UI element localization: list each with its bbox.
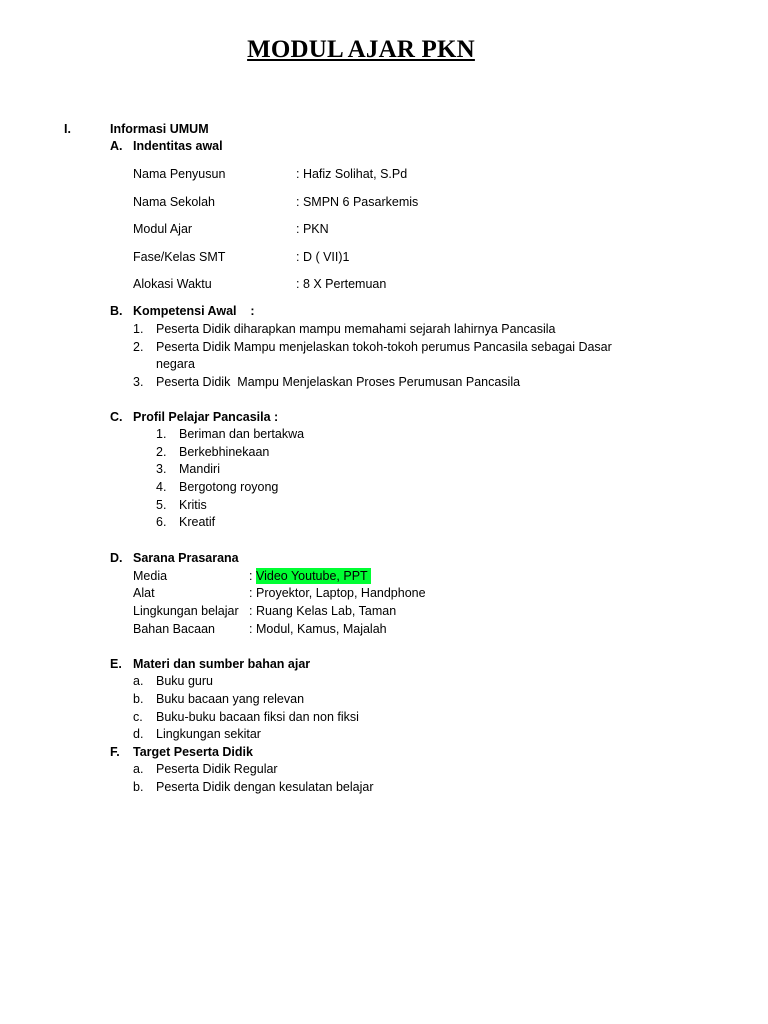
list-number: 3. <box>156 462 167 476</box>
list-item: Beriman dan bertakwa <box>179 427 305 441</box>
list-letter: a. <box>133 762 144 776</box>
facility-key: Bahan Bacaan <box>133 622 216 636</box>
identity-value: : SMPN 6 Pasarkemis <box>296 195 419 209</box>
page-title: MODUL AJAR PKN <box>247 36 475 63</box>
facility-value: Proyektor, Laptop, Handphone <box>256 586 426 600</box>
list-item: Kreatif <box>179 515 216 529</box>
list-item: Peserta Didik Mampu Menjelaskan Proses Perumusan Pancasila <box>156 375 521 389</box>
identity-key: Fase/Kelas SMT <box>133 250 226 264</box>
facility-sep: : <box>249 569 256 583</box>
list-item-highlighted: Peserta Didik Regular <box>156 762 278 776</box>
list-letter: b. <box>133 692 144 706</box>
facility-value: Ruang Kelas Lab, Taman <box>256 604 397 618</box>
list-item: Peserta Didik Mampu menjelaskan tokoh-tokoh perumus Pancasila sebagai Dasar <box>156 340 612 354</box>
section-number: I. <box>64 122 71 136</box>
subsection-heading-d: Sarana Prasarana <box>133 551 239 565</box>
list-item: Peserta Didik dengan kesulatan belajar <box>156 780 374 794</box>
list-number: 2. <box>133 340 144 354</box>
list-number: 4. <box>156 480 167 494</box>
subsection-letter-c: C. <box>110 410 123 424</box>
list-letter: c. <box>133 710 143 724</box>
list-letter: b. <box>133 780 144 794</box>
list-item-highlighted: Bergotong royong <box>179 480 279 494</box>
list-item-continuation: negara <box>156 357 195 371</box>
list-item-highlighted: Berkebhinekaan <box>179 445 270 459</box>
facility-sep: : <box>249 586 256 600</box>
list-number: 5. <box>156 498 167 512</box>
facility-key: Alat <box>133 586 155 600</box>
list-item: Lingkungan sekitar <box>156 727 261 741</box>
facility-value: Modul, Kamus, Majalah <box>256 622 387 636</box>
subsection-heading-c: Profil Pelajar Pancasila : <box>133 410 279 424</box>
facility-value-highlighted: Video Youtube, PPT <box>256 568 371 584</box>
section-heading: Informasi UMUM <box>110 122 209 136</box>
list-item: Kritis <box>179 498 207 512</box>
identity-key: Nama Penyusun <box>133 167 226 181</box>
identity-key: Alokasi Waktu <box>133 277 212 291</box>
identity-value: : 8 X Pertemuan <box>296 277 387 291</box>
facility-sep: : <box>249 622 256 636</box>
identity-value: : PKN <box>296 222 329 236</box>
subsection-heading-e: Materi dan sumber bahan ajar <box>133 657 311 671</box>
facility-sep: : <box>249 604 256 618</box>
identity-key: Modul Ajar <box>133 222 193 236</box>
list-item-highlighted: Buku guru <box>156 674 213 688</box>
subsection-letter-d: D. <box>110 551 123 565</box>
list-letter: a. <box>133 674 144 688</box>
subsection-heading-b: Kompetensi Awal : <box>133 304 255 318</box>
identity-key: Nama Sekolah <box>133 195 215 209</box>
list-number: 3. <box>133 375 144 389</box>
list-item-highlighted: Buku bacaan yang relevan <box>156 692 305 706</box>
facility-key: Media <box>133 569 168 583</box>
list-item: Peserta Didik diharapkan mampu memahami sejarah lahirnya Pancasila <box>156 322 556 336</box>
subsection-letter-e: E. <box>110 657 122 671</box>
identity-value: : D ( VII)1 <box>296 250 350 264</box>
list-number: 6. <box>156 515 167 529</box>
list-number: 2. <box>156 445 167 459</box>
list-number: 1. <box>156 427 167 441</box>
list-item: Buku-buku bacaan fiksi dan non fiksi <box>156 710 359 724</box>
subsection-letter-b: B. <box>110 304 123 318</box>
facility-key: Lingkungan belajar <box>133 604 239 618</box>
subsection-letter-a: A. <box>110 139 123 153</box>
identity-value: : Hafiz Solihat, S.Pd <box>296 167 408 181</box>
subsection-letter-f: F. <box>110 745 120 759</box>
list-number: 1. <box>133 322 144 336</box>
subsection-heading-f: Target Peserta Didik <box>133 745 253 759</box>
list-letter: d. <box>133 727 144 741</box>
subsection-heading-a: Indentitas awal <box>133 139 223 153</box>
list-item: Mandiri <box>179 462 220 476</box>
